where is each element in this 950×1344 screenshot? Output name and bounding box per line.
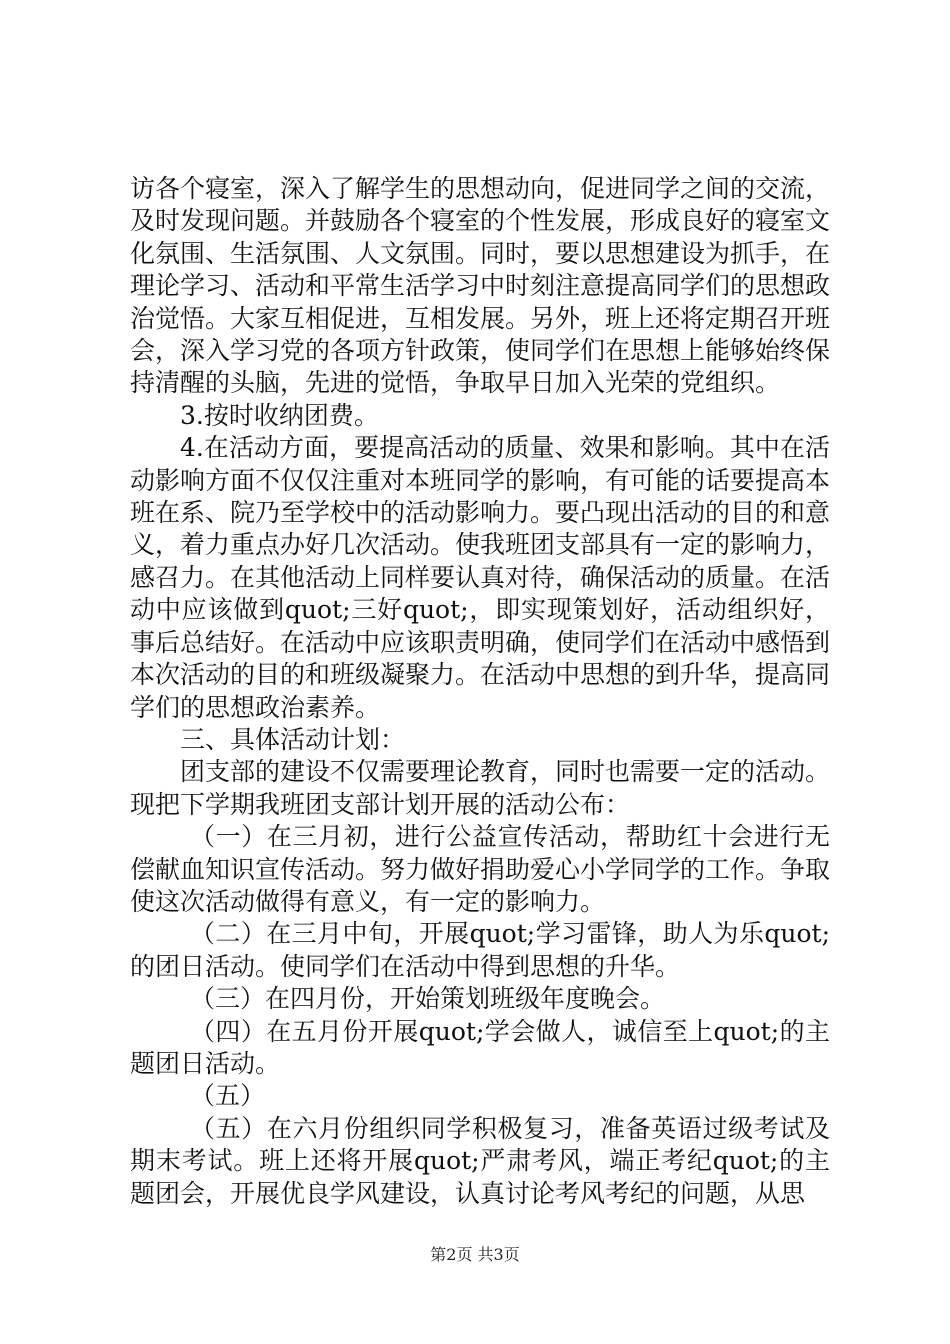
section-heading-activity-plan: 三、具体活动计划： [180,724,406,754]
plan-item-4: （四）在五月份开展quot;学会做人，诚信至上quot;的主题团日活动。 [130,1016,830,1078]
paragraph-dorm-visits: 访各个寝室，深入了解学生的思想动向，促进同学之间的交流，及时发现问题。并鼓励各个寝室的个性发展，形成良好的寝室文化氛围、生活氛围、人文氛围。同时，要以思想建设为抓手，在理论学习、活动和平常生活学习中时刻注意提高同学们的思想政治觉悟。大家互相促进，互相发展。另外，班上还将定期召开班会，深入学习党的各项方针政策，使同学们在思想上能够始终保持清醒的头脑，先进的觉悟，争取早日加入光荣的党组织。 [130,174,831,398]
paragraph-item-4-activities: 4.在活动方面，要提高活动的质量、效果和影响。其中在活动影响方面不仅仅注重对本班同学的影响，有可能的话要提高本班在系、院乃至学校中的活动影响力。要凸现出活动的目的和意义，着力重点办好几次活动。使我班团支部具有一定的影响力，感召力。在其他活动上同样要认真对待，确保活动的质量。在活动中应该做到quot;三好quot;，即实现策划好，活动组织好，事后总结好。在活动中应该职责明确，使同学们在活动中感悟到本次活动的目的和班级凝聚力。在活动中思想的到升华，提高同学们的思想政治素养。 [130,433,831,722]
plan-item-2: （二）在三月中旬，开展quot;学习雷锋，助人为乐quot;的团日活动。使同学们在活动中得到思想的升华。 [130,919,830,981]
paragraph-item-3-dues: 3.按时收纳团费。 [180,400,379,430]
plan-item-3: （三）在四月份，开始策划班级年度晚会。 [190,984,666,1014]
plan-item-5-empty: （五） [190,1081,266,1111]
paragraph-plan-intro: 团支部的建设不仅需要理论教育，同时也需要一定的活动。现把下学期我班团支部计划开展的活动公布： [130,757,831,819]
page-number-footer: 第2页 共3页 [430,1245,520,1264]
plan-item-5: （五）在六月份组织同学积极复习，准备英语过级考试及期末考试。班上还将开展quot;严肃考风，端正考纪quot;的主题团会，开展优良学风建设，认真讨论考风考纪的问题，从思 [130,1113,830,1208]
plan-item-1: （一）在三月初，进行公益宣传活动，帮助红十会进行无偿献血知识宣传活动。努力做好捐助爱心小学同学的工作。争取使这次活动做得有意义，有一定的影响力。 [130,822,831,916]
document-body [130,173,830,1210]
